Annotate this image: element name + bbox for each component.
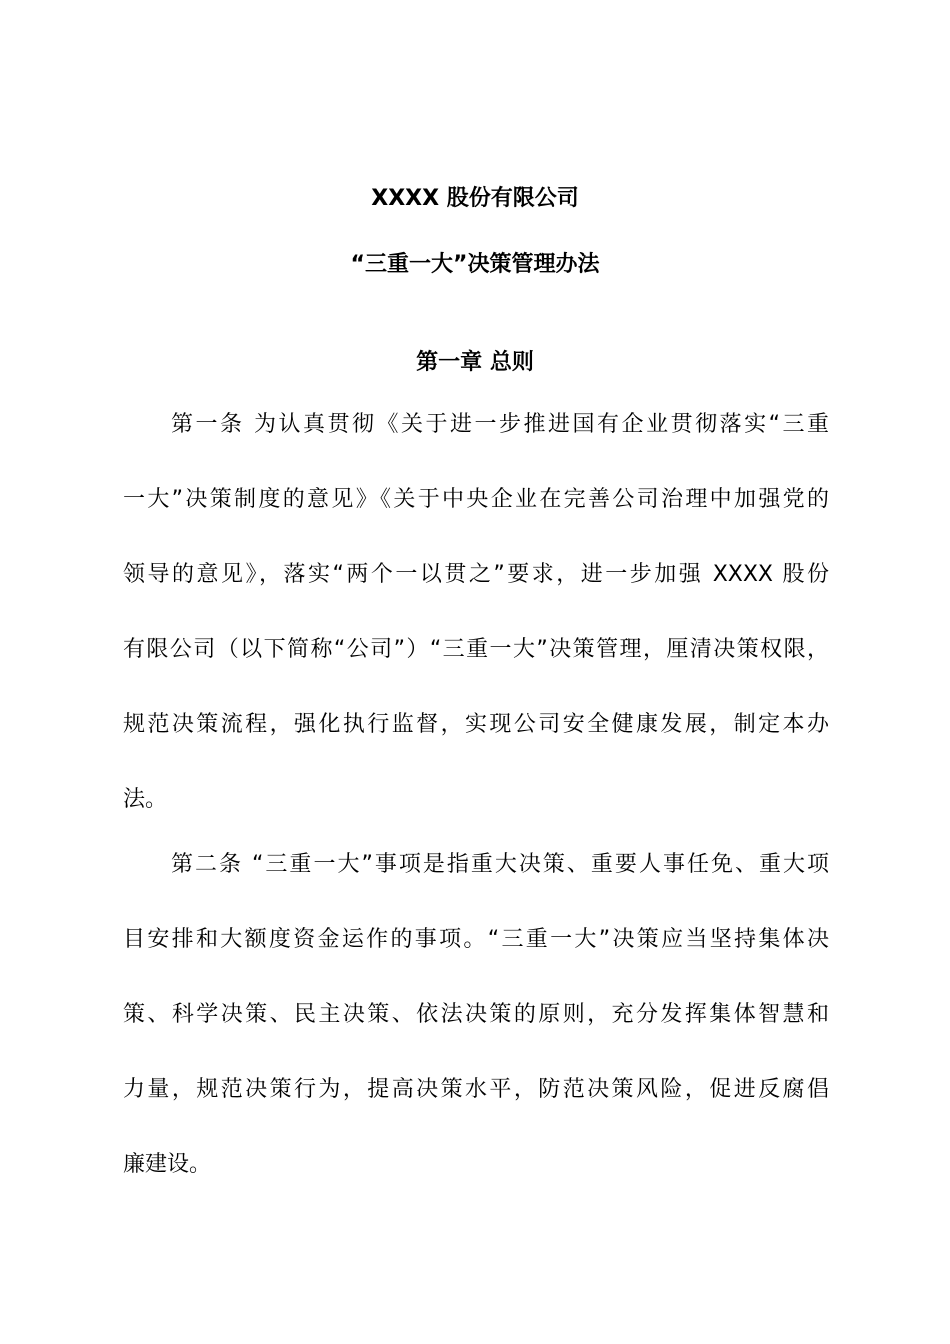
paragraph-line: 一大”决策制度的意见》《关于中央企业在完善公司治理中加强党的 — [123, 487, 829, 512]
paragraph-line: 力量，规范决策行为，提高决策水平，防范决策风险，促进反腐倡 — [123, 1077, 829, 1102]
paragraph-line: 有限公司（以下简称“公司”）“三重一大”决策管理，厘清决策权限， — [123, 637, 829, 662]
paragraph-line: 目安排和大额度资金运作的事项。“三重一大”决策应当坚持集体决 — [123, 927, 829, 952]
paragraph-line: 法。 — [123, 787, 168, 812]
paragraph-line: 廉建设。 — [123, 1152, 212, 1177]
paragraph-line: 规范决策流程，强化执行监督，实现公司安全健康发展，制定本办 — [123, 712, 829, 737]
document-title: XXXX 股份有限公司 — [371, 186, 579, 211]
paragraph-line: 第二条 “三重一大”事项是指重大决策、重要人事任免、重大项 — [171, 852, 829, 877]
chapter-heading: 第一章 总则 — [416, 350, 534, 375]
paragraph-line: 第一条 为认真贯彻《关于进一步推进国有企业贯彻落实“三重 — [171, 412, 829, 437]
paragraph-line: 领导的意见》，落实“两个一以贯之”要求，进一步加强 XXXX 股份 — [123, 562, 829, 587]
paragraph-line: 策、科学决策、民主决策、依法决策的原则，充分发挥集体智慧和 — [123, 1002, 829, 1027]
document-subtitle: “三重一大”决策管理办法 — [350, 252, 600, 277]
